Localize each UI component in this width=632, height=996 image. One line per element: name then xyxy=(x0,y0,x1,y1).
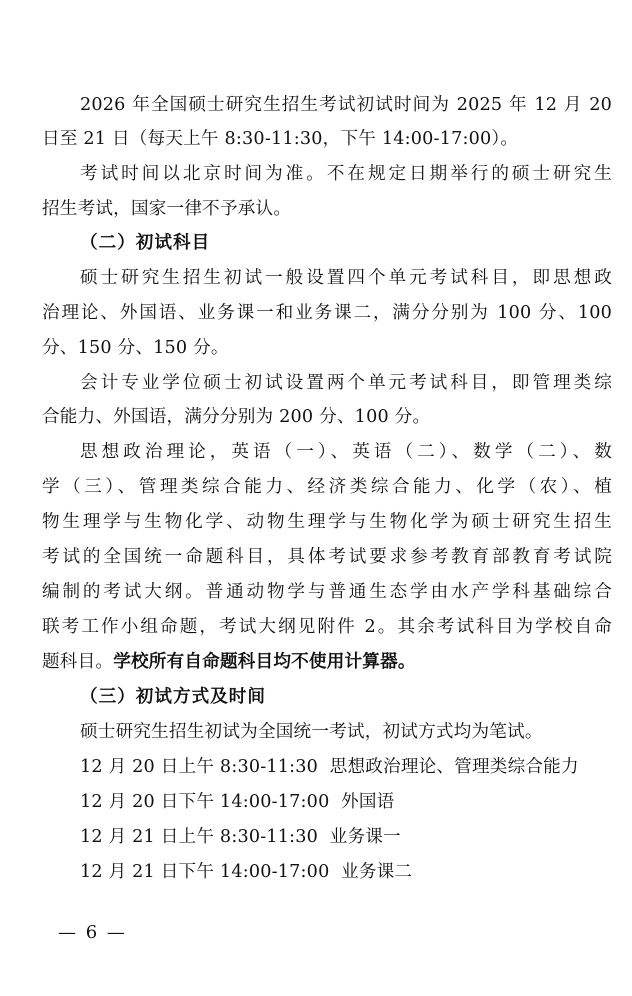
paragraph-accounting-line-2: 合能力、外国语，满分分别为 200 分、100 分。 xyxy=(42,407,431,427)
paragraph-written-exam: 硕士研究生招生初试为全国统一考试，初试方式均为笔试。 xyxy=(80,722,543,742)
paragraph-national-subjects-line-6: 联考工作小组命题，考试大纲见附件 2。其余考试科目为学校自命 xyxy=(42,617,612,637)
paragraph-exam-dates-line-2: 日至 21 日（每天上午 8:30-11:30，下午 14:00-17:00）。 xyxy=(42,129,519,149)
schedule-item: 12 月 21 日下午 14:00-17:00 业务课二 xyxy=(80,862,413,882)
schedule-item: 12 月 21 日上午 8:30-11:30 业务课一 xyxy=(80,827,401,847)
paragraph-beijing-time-line-1: 考试时间以北京时间为准。不在规定日期举行的硕士研究生 xyxy=(80,164,612,184)
paragraph-national-subjects-line-4: 考试的全国统一命题科目，具体考试要求参考教育部教育考试院 xyxy=(42,547,612,567)
calculator-notice: 学校所有自命题科目均不使用计算器。 xyxy=(113,651,416,672)
paragraph-national-subjects-line-1: 思想政治理论，英语（一）、英语（二）、数学（二）、数 xyxy=(80,442,612,462)
paragraph-national-subjects-line-3: 物生理学与生物化学、动物生理学与生物化学为硕士研究生招生 xyxy=(42,512,612,532)
schedule-item: 12 月 20 日上午 8:30-11:30 思想政治理论、管理类综合能力 xyxy=(80,757,579,777)
schedule-item: 12 月 20 日下午 14:00-17:00 外国语 xyxy=(80,792,395,812)
paragraph-national-subjects-line-7 xyxy=(42,650,612,674)
section-heading-subjects: （二）初试科目 xyxy=(80,232,211,253)
paragraph-four-units-line-2: 治理论、外国语、业务课一和业务课二，满分分别为 100 分、100 xyxy=(42,303,612,323)
line-7-plain-text: 题科目。 xyxy=(42,652,114,672)
paragraph-exam-dates-line-1: 2026 年全国硕士研究生招生考试初试时间为 2025 年 12 月 20 xyxy=(80,95,612,115)
page-number: — 6 — xyxy=(58,922,127,943)
section-heading-method-and-time: （三）初试方式及时间 xyxy=(80,686,266,707)
paragraph-beijing-time-line-2: 招生考试，国家一律不予承认。 xyxy=(42,199,292,219)
paragraph-four-units-line-3: 分、150 分、150 分。 xyxy=(42,338,229,358)
paragraph-national-subjects-line-5: 编制的考试大纲。普通动物学与普通生态学由水产学科基础综合 xyxy=(42,582,612,602)
paragraph-four-units-line-1: 硕士研究生招生初试一般设置四个单元考试科目，即思想政 xyxy=(80,268,612,288)
paragraph-national-subjects-line-2: 学（三）、管理类综合能力、经济类综合能力、化学（农）、植 xyxy=(42,477,612,497)
paragraph-accounting-line-1: 会计专业学位硕士初试设置两个单元考试科目，即管理类综 xyxy=(80,373,612,393)
